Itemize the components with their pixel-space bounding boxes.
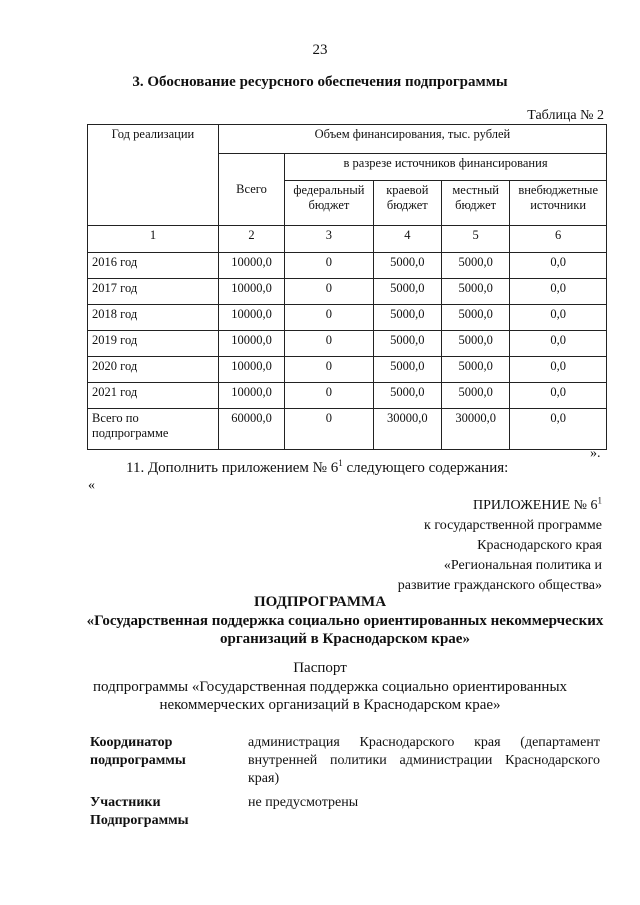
cell-local: 5000,0 [441, 383, 509, 409]
table-caption: Таблица № 2 [527, 108, 604, 123]
participants-label: Участники Подпрограммы [90, 795, 189, 828]
col-number: 4 [373, 226, 441, 253]
table-row [88, 357, 607, 383]
header-regional: краевой бюджет [373, 181, 441, 226]
closing-quote: ». [590, 446, 601, 461]
cell-local: 5000,0 [441, 331, 509, 357]
opening-quote: « [88, 478, 95, 493]
cell-local: 30000,0 [441, 409, 509, 450]
cell-local: 5000,0 [441, 253, 509, 279]
col-number: 3 [285, 226, 374, 253]
cell-federal: 0 [285, 357, 374, 383]
cell-local: 5000,0 [441, 279, 509, 305]
header-local: местный бюджет [441, 181, 509, 226]
cell-year: 2019 год [88, 331, 219, 357]
passport-label: Паспорт [293, 660, 347, 676]
appendix-line: развитие гражданского общества» [397, 578, 602, 593]
cell-year: 2020 год [88, 357, 219, 383]
cell-extra: 0,0 [510, 331, 607, 357]
item-11-tail: следующего содержания: [342, 460, 509, 476]
cell-regional: 5000,0 [373, 357, 441, 383]
col-number: 2 [218, 226, 284, 253]
funding-table [87, 124, 607, 450]
table-row [88, 331, 607, 357]
section-title: 3. Обоснование ресурсного обеспечения подпрограммы [132, 74, 508, 90]
col-number: 1 [88, 226, 219, 253]
cell-local: 5000,0 [441, 357, 509, 383]
participants-value: не предусмотрены [248, 795, 359, 810]
cell-local: 5000,0 [441, 305, 509, 331]
cell-extra: 0,0 [510, 383, 607, 409]
header-year: Год реализации [88, 125, 219, 226]
cell-extra: 0,0 [510, 253, 607, 279]
table-row [88, 305, 607, 331]
cell-total: 60000,0 [218, 409, 284, 450]
item-11-main: 11. Дополнить приложением № 6 [126, 460, 339, 476]
header-total: Всего [218, 154, 284, 226]
cell-year: 2016 год [88, 253, 219, 279]
cell-total: 10000,0 [218, 331, 284, 357]
passport-description: подпрограммы «Государственная поддержка социально ориентированных некоммерческих организаций в Краснодарском крае» [92, 679, 568, 713]
cell-federal: 0 [285, 305, 374, 331]
header-funding: Объем финансирования, тыс. рублей [218, 125, 606, 154]
cell-regional: 5000,0 [373, 253, 441, 279]
appendix-title-sup: 1 [597, 495, 602, 506]
header-extra: внебюджетные источники [510, 181, 607, 226]
cell-year: 2018 год [88, 305, 219, 331]
header-by-source: в разрезе источников финансирования [285, 154, 607, 181]
subprogram-heading: ПОДПРОГРАММА [253, 594, 387, 610]
cell-regional: 5000,0 [373, 331, 441, 357]
cell-federal: 0 [285, 253, 374, 279]
coordinator-label: Координатор подпрограммы [90, 735, 186, 768]
item-11-sup: 1 [338, 458, 343, 468]
cell-extra: 0,0 [510, 357, 607, 383]
coordinator-value: администрация Краснодарского края (департамент внутренней политики администрации Краснодарского края) [248, 735, 600, 786]
cell-federal: 0 [285, 383, 374, 409]
table-row [88, 279, 607, 305]
cell-regional: 30000,0 [373, 409, 441, 450]
header-federal: федеральный бюджет [285, 181, 374, 226]
cell-federal: 0 [285, 409, 374, 450]
cell-extra: 0,0 [510, 279, 607, 305]
cell-extra: 0,0 [510, 305, 607, 331]
table-total-row [88, 409, 607, 450]
cell-regional: 5000,0 [373, 305, 441, 331]
appendix-line: Краснодарского края [477, 538, 602, 553]
subprogram-name: «Государственная поддержка социально ориентированных некоммерческих организаций в Краснодарском крае» [86, 613, 604, 647]
item-11-text [126, 460, 508, 477]
col-number: 6 [510, 226, 607, 253]
col-number: 5 [441, 226, 509, 253]
cell-federal: 0 [285, 331, 374, 357]
cell-total: 10000,0 [218, 279, 284, 305]
page-number: 23 [312, 42, 328, 58]
cell-federal: 0 [285, 279, 374, 305]
appendix-line: «Региональная политика и [443, 558, 602, 573]
cell-year: Всего по подпрограмме [88, 409, 219, 450]
cell-extra: 0,0 [510, 409, 607, 450]
cell-total: 10000,0 [218, 253, 284, 279]
cell-total: 10000,0 [218, 383, 284, 409]
cell-regional: 5000,0 [373, 279, 441, 305]
table-row [88, 383, 607, 409]
table-row [88, 253, 607, 279]
cell-year: 2021 год [88, 383, 219, 409]
appendix-title-text: ПРИЛОЖЕНИЕ № 6 [473, 498, 598, 513]
cell-regional: 5000,0 [373, 383, 441, 409]
appendix-title [473, 496, 602, 516]
cell-total: 10000,0 [218, 357, 284, 383]
appendix-line: к государственной программе [424, 518, 602, 533]
cell-year: 2017 год [88, 279, 219, 305]
cell-total: 10000,0 [218, 305, 284, 331]
